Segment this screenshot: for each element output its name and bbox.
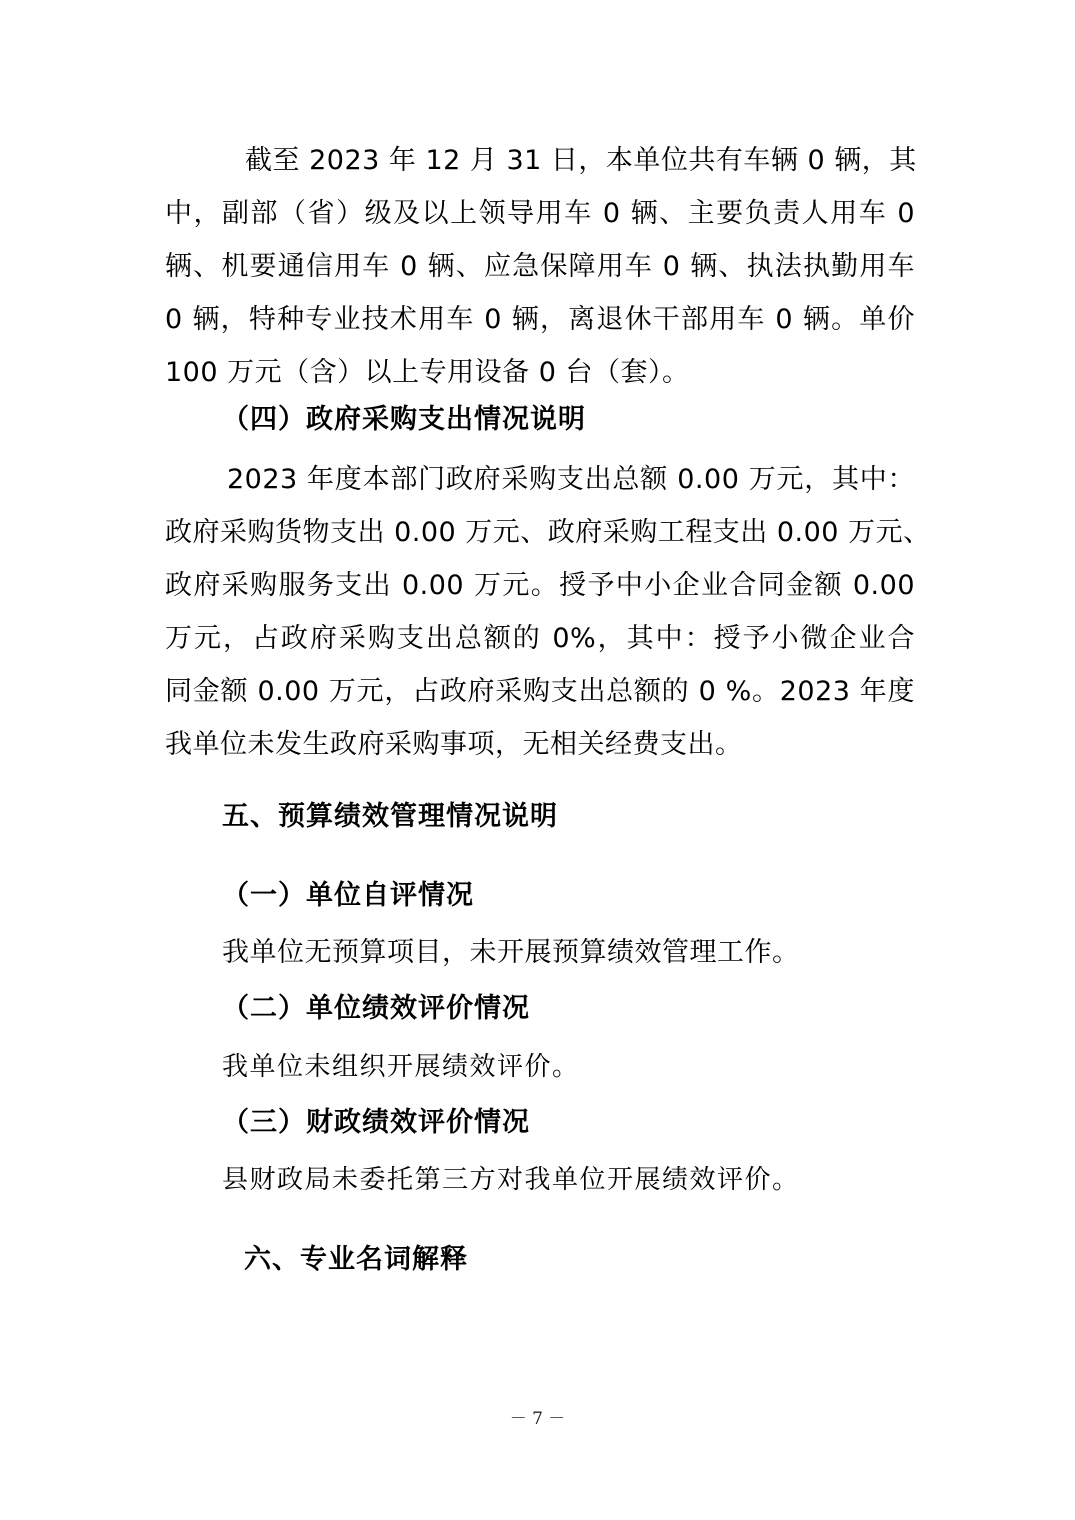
- paragraph-line: 2023 年度本部门政府采购支出总额 0.00 万元，其中：: [227, 464, 915, 495]
- subsection-1-text: 我单位无预算项目，未开展预算绩效管理工作。: [222, 937, 800, 968]
- subsection-2-heading: （二）单位绩效评价情况: [222, 993, 530, 1024]
- section-6-heading: 六、专业名词解释: [244, 1244, 468, 1275]
- subsection-3-heading: （三）财政绩效评价情况: [222, 1107, 530, 1138]
- subsection-1-heading: （一）单位自评情况: [222, 880, 474, 911]
- paragraph-line: 中，副部（省）级及以上领导用车 0 辆、主要负责人用车 0: [165, 198, 915, 229]
- vehicles-paragraph: [165, 134, 915, 399]
- procurement-paragraph: [165, 453, 931, 771]
- paragraph-line: 截至 2023 年 12 月 31 日，本单位共有车辆 0 辆，其: [245, 145, 917, 176]
- subsection-3-text: 县财政局未委托第三方对我单位开展绩效评价。: [222, 1165, 800, 1195]
- paragraph-line: 同金额 0.00 万元，占政府采购支出总额的 0 %。2023 年度: [165, 676, 915, 707]
- section-5-heading: 五、预算绩效管理情况说明: [222, 801, 558, 832]
- subsection-2-text: 我单位未组织开展绩效评价。: [222, 1052, 580, 1082]
- paragraph-line: 我单位未发生政府采购事项，无相关经费支出。: [165, 729, 743, 760]
- paragraph-line: 0 辆，特种专业技术用车 0 辆，离退休干部用车 0 辆。单价: [165, 304, 915, 335]
- paragraph-line: 政府采购服务支出 0.00 万元。授予中小企业合同金额 0.00: [165, 570, 915, 601]
- paragraph-line: 100 万元（含）以上专用设备 0 台（套）。: [165, 357, 690, 388]
- paragraph-line: 万元，占政府采购支出总额的 0%，其中：授予小微企业合: [165, 623, 915, 654]
- page-number: － 7 －: [509, 1409, 566, 1429]
- procurement-heading: （四）政府采购支出情况说明: [222, 404, 586, 435]
- paragraph-line: 辆、机要通信用车 0 辆、应急保障用车 0 辆、执法执勤用车: [165, 251, 915, 282]
- paragraph-line: 政府采购货物支出 0.00 万元、政府采购工程支出 0.00 万元、: [165, 517, 931, 548]
